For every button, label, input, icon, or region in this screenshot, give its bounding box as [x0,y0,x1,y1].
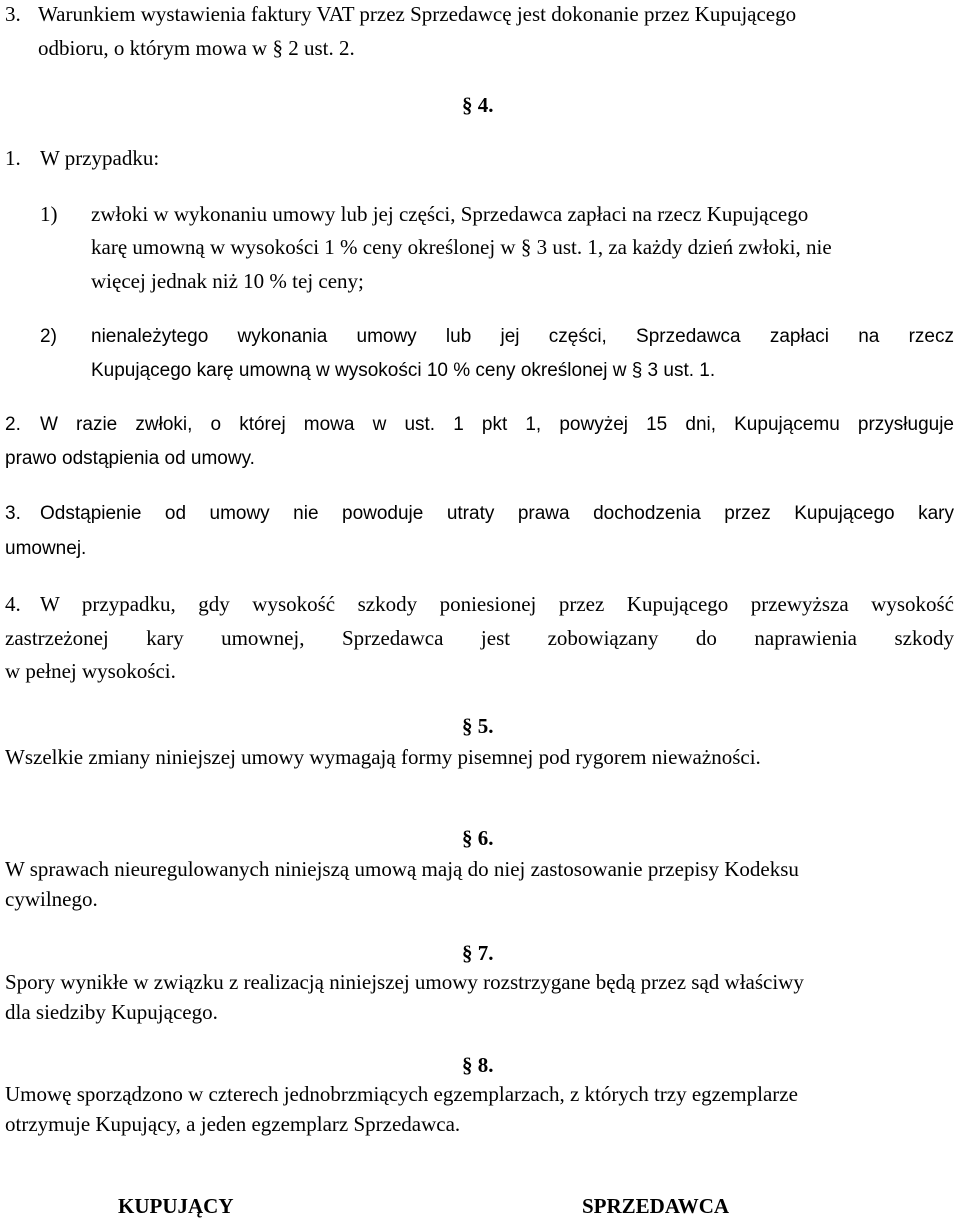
paragraph-text-line: umownej. [5,538,87,559]
paragraph-text-line: W razie zwłoki, o której mowa w ust. 1 pkt 1, powyżej 15 dni, Kupującemu przysługuje [40,414,954,435]
subitem-text-line: karę umowną w wysokości 1 % ceny określonej w § 3 ust. 1, za każdy dzień zwłoki, nie [91,235,832,259]
section-text-line: Spory wynikłe w związku z realizacją niniejszej umowy rozstrzygane będą przez sąd właściwy [5,970,804,994]
paragraph-text-line: Odstąpienie od umowy nie powoduje utraty prawa dochodzenia przez Kupującego kary [40,503,954,524]
seller-signature-label: SPRZEDAWCA [582,1194,730,1218]
paragraph-text-line: zastrzeżonej kary umownej, Sprzedawca jest zobowiązany do naprawienia szkody [5,626,954,650]
section-text-line: W sprawach nieuregulowanych niniejszą umową mają do niej zastosowanie przepisy Kodeksu [5,857,799,881]
section-heading: § 7. [462,941,494,965]
buyer-signature-label: KUPUJĄCY [118,1194,234,1218]
item-number: 3. [5,2,21,26]
paragraph-text-line: W przypadku, gdy wysokość szkody poniesionej przez Kupującego przewyższa wysokość [40,592,954,616]
subitem-text-line: więcej jednak niż 10 % tej ceny; [91,269,364,293]
section-heading: § 6. [462,826,494,850]
paragraph-number: 2. [5,414,21,435]
paragraph-text-line: prawo odstąpienia od umowy. [5,448,255,469]
section-heading: § 5. [462,714,494,738]
section-heading: § 8. [462,1053,494,1077]
item-text-line: Warunkiem wystawienia faktury VAT przez Sprzedawcę jest dokonanie przez Kupującego [38,2,797,26]
paragraph-text-line: w pełnej wysokości. [5,659,176,683]
subitem-text-line: nienależytego wykonania umowy lub jej części, Sprzedawca zapłaci na rzecz [91,326,954,347]
paragraph-number: 4. [5,592,21,616]
paragraph-number: 1. [5,146,21,170]
paragraph-text: W przypadku: [40,146,160,170]
subitem-number: 1) [40,202,58,226]
item-text-line: odbioru, o którym mowa w § 2 ust. 2. [38,36,355,60]
paragraph-number: 3. [5,503,21,524]
section-text-line: otrzymuje Kupujący, a jeden egzemplarz Sprzedawca. [5,1112,461,1136]
section-heading: § 4. [462,93,494,117]
section-text-line: Wszelkie zmiany niniejszej umowy wymagają formy pisemnej pod rygorem nieważności. [5,745,761,769]
section-text-line: dla siedziby Kupującego. [5,1000,218,1024]
subitem-text-line: Kupującego karę umowną w wysokości 10 % ceny określonej w § 3 ust. 1. [91,360,716,381]
section-text-line: cywilnego. [5,887,98,911]
section-text-line: Umowę sporządzono w czterech jednobrzmiących egzemplarzach, z których trzy egzemplarze [5,1082,798,1106]
subitem-text-line: zwłoki w wykonaniu umowy lub jej części, Sprzedawca zapłaci na rzecz Kupującego [91,202,809,226]
subitem-number: 2) [40,326,57,347]
